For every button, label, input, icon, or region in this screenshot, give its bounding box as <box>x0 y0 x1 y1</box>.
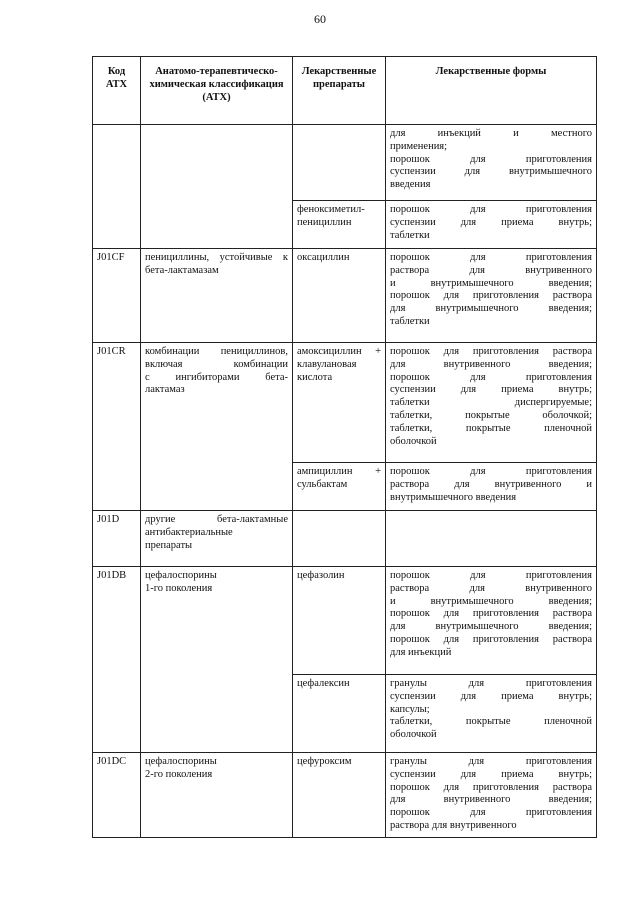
drug-line: цефуроксим <box>297 756 352 767</box>
drug-line: феноксиметил- <box>297 204 365 215</box>
forms-line: для внутривенного введения; <box>390 358 592 370</box>
forms-cell <box>386 567 597 675</box>
forms-line: порошок для приготовления <box>390 252 592 263</box>
table-row <box>93 567 597 675</box>
classification-line: включая комбинации <box>145 358 288 370</box>
forms-line: порошок для приготовления раствора <box>390 290 592 302</box>
drug-cell <box>293 675 386 753</box>
classification-line: бета-лактамазам <box>145 264 219 276</box>
table-row <box>93 249 597 343</box>
table-row <box>93 511 597 567</box>
classification-cell <box>141 753 293 838</box>
forms-line: суспензии для приема внутрь; <box>390 768 592 780</box>
header-classification: Анатомо-терапевтическо-химическая классификация (АТХ) <box>141 57 293 125</box>
drug-line: ампициллин + <box>297 466 381 477</box>
forms-line: введения <box>390 179 431 191</box>
classification-line: пенициллины, устойчивые к <box>145 252 288 263</box>
forms-cell <box>386 753 597 838</box>
forms-line: для инъекций и местного <box>390 128 592 139</box>
forms-line: для внутримышечного введения; <box>390 621 592 633</box>
forms-line: раствора для внутривенного <box>390 264 592 276</box>
code-cell <box>93 125 141 249</box>
forms-cell <box>386 463 597 511</box>
drug-line: сульбактам <box>297 478 348 490</box>
forms-line: раствора для внутривенного и <box>390 478 592 490</box>
forms-line: таблетки, покрытые пленочной <box>390 422 592 434</box>
drug-cell <box>293 511 386 567</box>
forms-line: гранулы для приготовления <box>390 678 592 689</box>
classification-cell <box>141 567 293 753</box>
forms-line: порошок для приготовления <box>390 371 592 383</box>
drug-line: цефазолин <box>297 570 345 581</box>
header-forms: Лекарственные формы <box>386 57 597 125</box>
forms-line: суспензии для приема внутрь; <box>390 690 592 702</box>
page-number: 60 <box>314 12 326 26</box>
forms-cell <box>386 249 597 343</box>
classification-line: антибактериальные <box>145 526 233 538</box>
drug-line: оксациллин <box>297 252 350 263</box>
forms-line: таблетки <box>390 229 430 241</box>
drug-line: амоксициллин + <box>297 346 381 357</box>
drug-line: пенициллин <box>297 216 352 228</box>
classification-line: другие бета-лактамные <box>145 514 288 525</box>
forms-line: и внутримышечного введения; <box>390 595 592 607</box>
classification-cell <box>141 343 293 511</box>
forms-line: порошок для приготовления <box>390 204 592 215</box>
forms-cell <box>386 201 597 249</box>
drug-cell <box>293 201 386 249</box>
forms-line: таблетки, покрытые оболочкой; <box>390 409 592 421</box>
forms-line: капсулы; <box>390 703 430 715</box>
header-drugs: Лекарственные препараты <box>293 57 386 125</box>
classification-cell <box>141 249 293 343</box>
forms-line: порошок для приготовления <box>390 153 592 165</box>
forms-line: для инъекций <box>390 646 452 658</box>
table-row <box>93 343 597 463</box>
forms-line: оболочкой <box>390 435 437 447</box>
classification-line: 1-го поколения <box>145 582 213 594</box>
forms-line: оболочкой <box>390 729 437 741</box>
forms-line: порошок для приготовления раствора <box>390 346 592 357</box>
forms-line: суспензии для приема внутрь; <box>390 216 592 228</box>
forms-line: таблетки <box>390 315 430 327</box>
drug-line: кислота <box>297 371 333 383</box>
classification-cell <box>141 511 293 567</box>
table-row <box>93 753 597 838</box>
forms-line: суспензии для приема внутрь; <box>390 384 592 396</box>
forms-line: порошок для приготовления раствора <box>390 608 592 620</box>
drug-cell <box>293 125 386 201</box>
code-cell: J01CR <box>93 343 141 511</box>
drug-line: цефалексин <box>297 678 350 689</box>
forms-line: таблетки, покрытые пленочной <box>390 716 592 728</box>
forms-line: порошок для приготовления <box>390 807 592 819</box>
forms-cell <box>386 511 597 567</box>
forms-line: для внутривенного введения; <box>390 794 592 806</box>
forms-line: порошок для приготовления раствора <box>390 781 592 793</box>
forms-line: гранулы для приготовления <box>390 756 592 767</box>
forms-cell <box>386 125 597 201</box>
forms-line: для внутримышечного введения; <box>390 303 592 315</box>
forms-cell <box>386 675 597 753</box>
drug-cell <box>293 463 386 511</box>
forms-line: раствора для внутривенного <box>390 819 517 831</box>
forms-line: порошок для приготовления раствора <box>390 633 592 645</box>
drug-cell <box>293 249 386 343</box>
classification-line: с ингибиторами бета- <box>145 371 288 383</box>
drug-cell <box>293 343 386 463</box>
forms-line: таблетки диспергируемые; <box>390 397 592 409</box>
classification-line: цефалоспорины <box>145 570 217 581</box>
classification-line: 2-го поколения <box>145 768 213 780</box>
code-cell: J01DB <box>93 567 141 753</box>
forms-line: внутримышечного введения <box>390 491 517 503</box>
forms-line: порошок для приготовления <box>390 570 592 581</box>
forms-line: суспензии для внутримышечного <box>390 166 592 178</box>
classification-line: препараты <box>145 539 193 551</box>
classification-line: цефалоспорины <box>145 756 217 767</box>
code-cell: J01CF <box>93 249 141 343</box>
forms-line: раствора для внутривенного <box>390 582 592 594</box>
forms-line: порошок для приготовления <box>390 466 592 477</box>
drug-cell <box>293 753 386 838</box>
forms-line: применения; <box>390 140 448 152</box>
forms-line: и внутримышечного введения; <box>390 277 592 289</box>
classification-cell <box>141 125 293 249</box>
code-cell: J01D <box>93 511 141 567</box>
forms-cell <box>386 343 597 463</box>
drug-cell <box>293 567 386 675</box>
classification-line: комбинации пенициллинов, <box>145 346 288 357</box>
table-header-row <box>93 57 597 125</box>
drug-line: клавулановая <box>297 358 357 370</box>
classification-line: лактамаз <box>145 384 185 396</box>
header-code: Код АТХ <box>93 57 141 125</box>
atx-table <box>92 56 597 838</box>
code-cell: J01DC <box>93 753 141 838</box>
table-row <box>93 125 597 201</box>
